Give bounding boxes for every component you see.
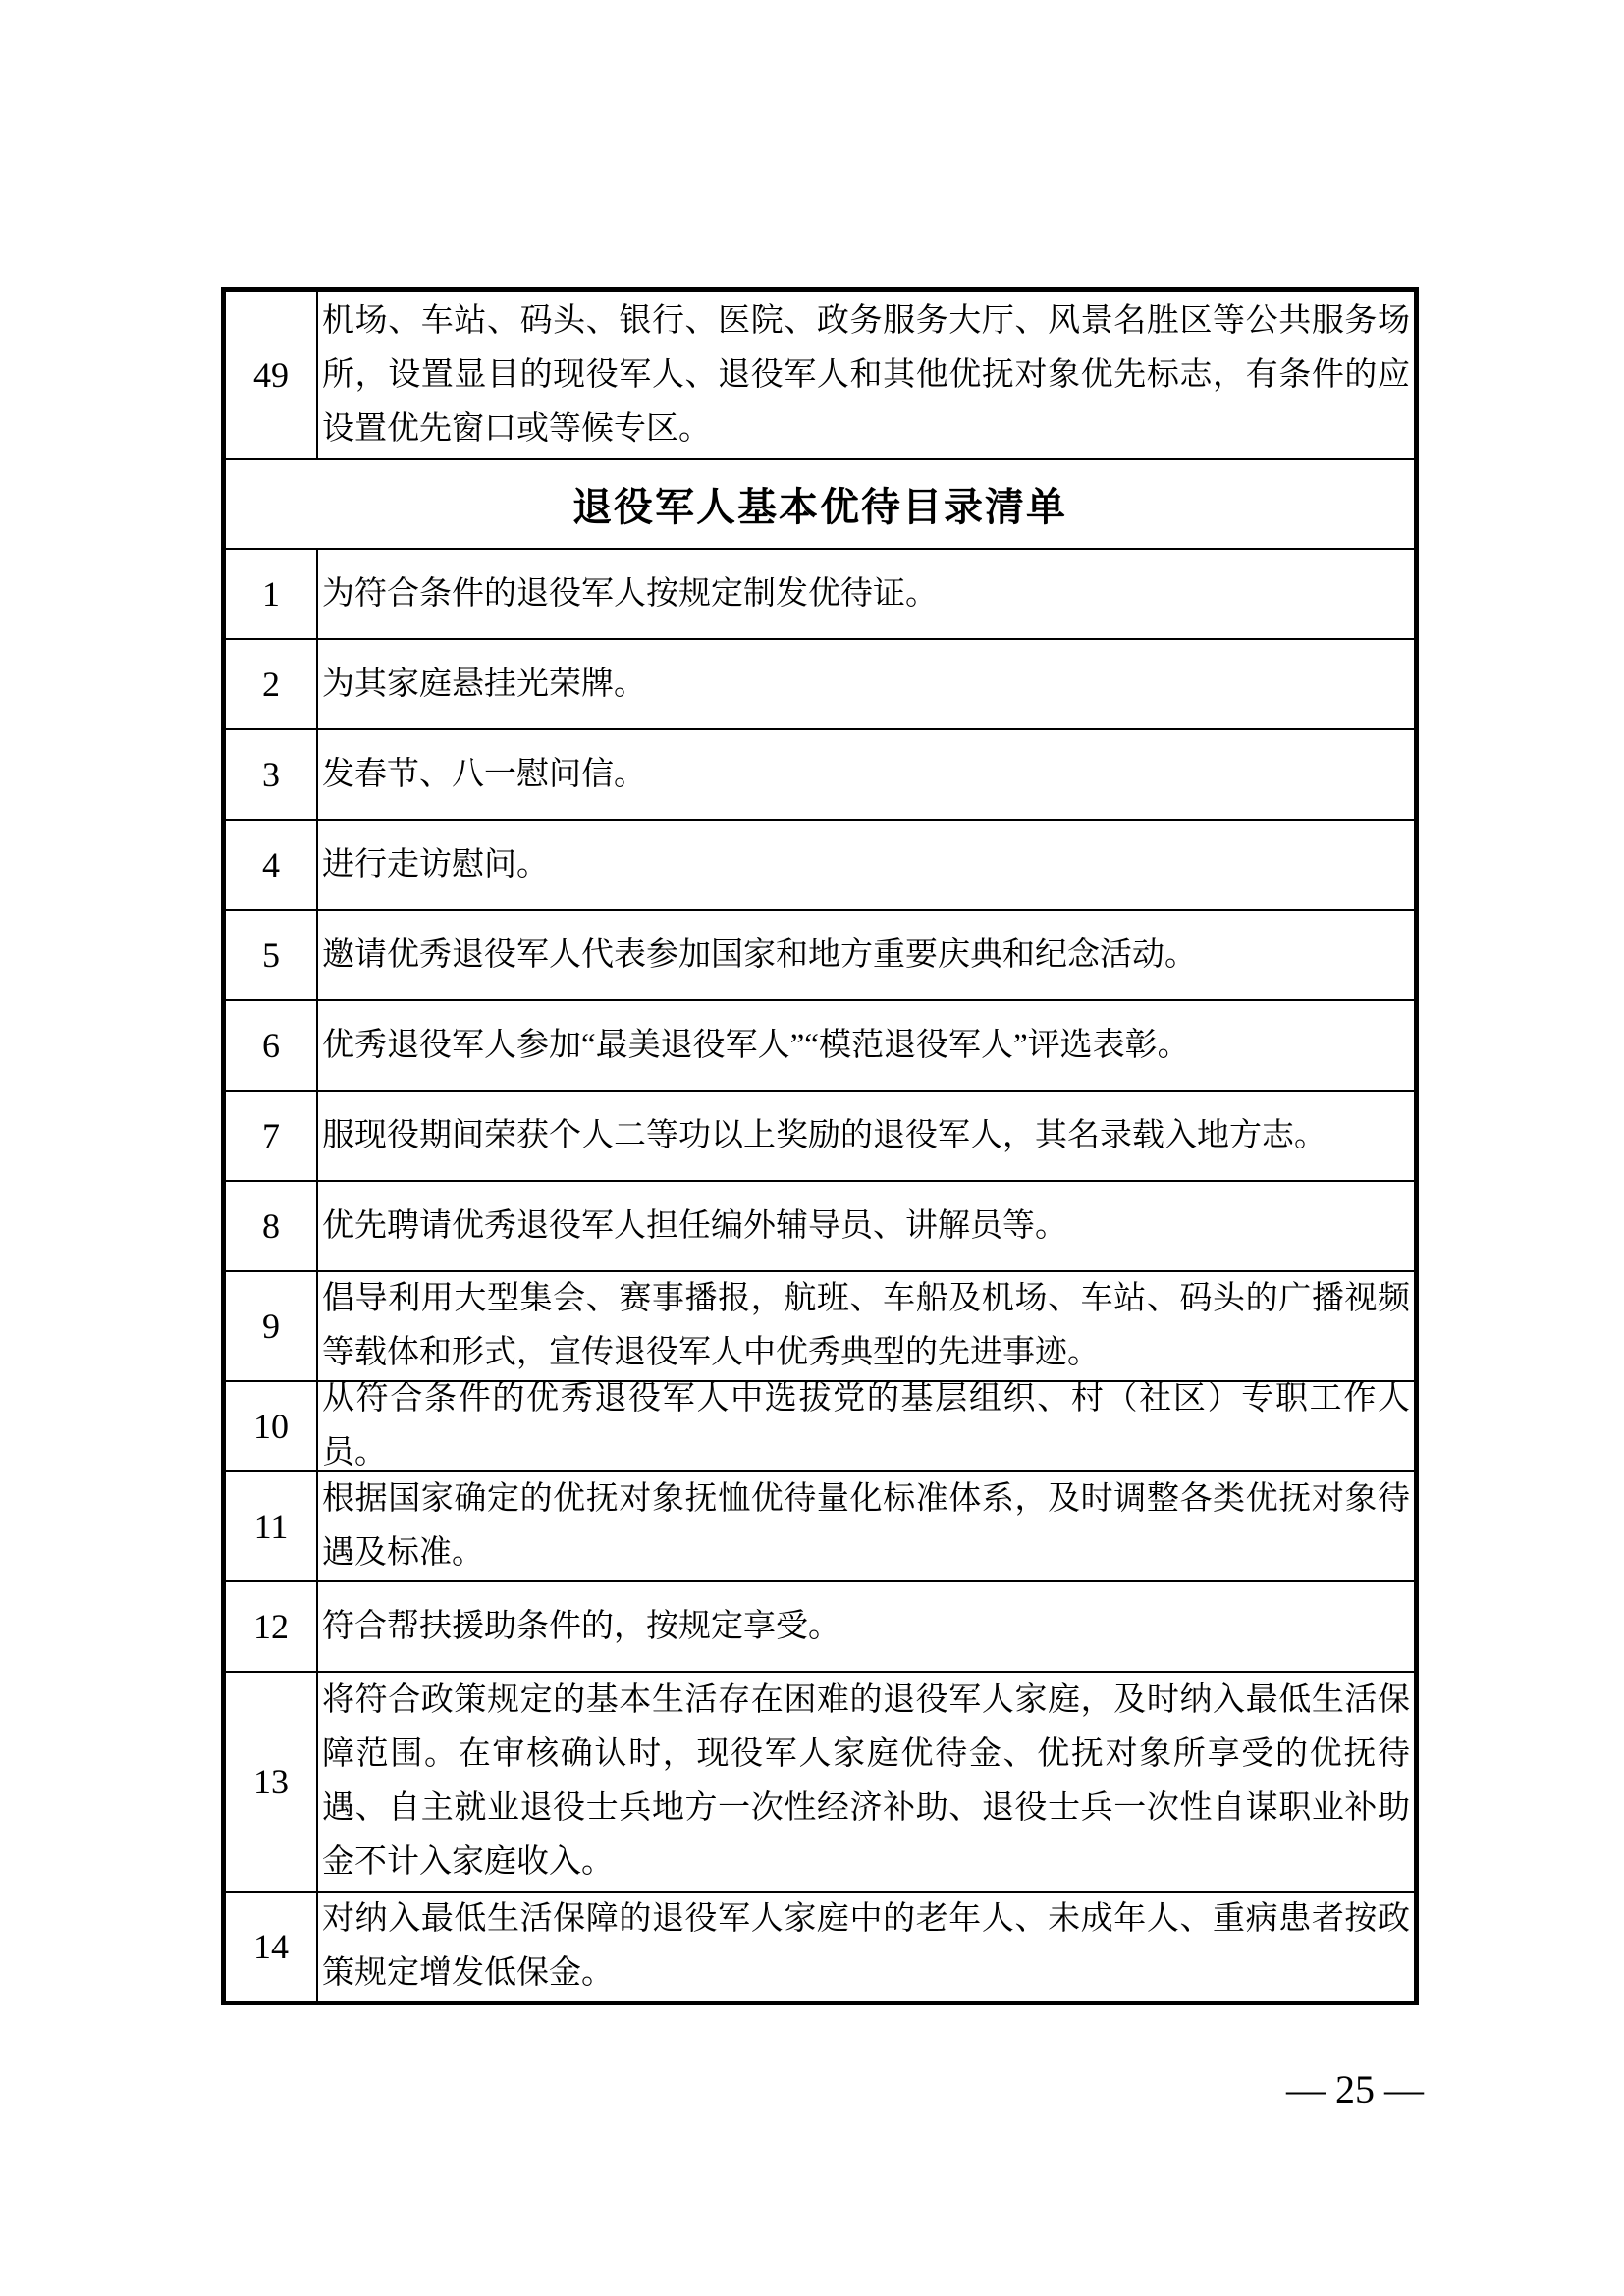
table-row <box>226 1891 1414 2001</box>
row-text: 发春节、八一慰问信。 <box>322 756 646 792</box>
row-content-cell <box>318 1182 1414 1270</box>
table-row <box>226 1180 1414 1270</box>
row-content-cell <box>318 911 1414 999</box>
row-content-cell <box>318 292 1414 458</box>
row-content-cell <box>318 821 1414 909</box>
table-row <box>226 548 1414 638</box>
row-text: 进行走访慰问。 <box>322 846 549 882</box>
row-number: 11 <box>226 1472 318 1580</box>
table-row <box>226 819 1414 909</box>
row-text: 根据国家确定的优抚对象抚恤优待量化标准体系，及时调整各类优抚对象待遇及标准。 <box>322 1481 1410 1571</box>
table-row <box>226 909 1414 999</box>
table-row <box>226 999 1414 1090</box>
row-number: 14 <box>226 1893 318 2001</box>
row-number: 7 <box>226 1092 318 1180</box>
row-content-cell <box>318 1272 1414 1380</box>
row-text: 倡导利用大型集会、赛事播报，航班、车船及机场、车站、码头的广播视频等载体和形式，宣传退役军人中优秀典型的先进事迹。 <box>322 1281 1410 1370</box>
row-number: 4 <box>226 821 318 909</box>
row-text: 为符合条件的退役军人按规定制发优待证。 <box>322 575 938 612</box>
row-content-cell <box>318 550 1414 638</box>
row-text: 对纳入最低生活保障的退役军人家庭中的老年人、未成年人、重病患者按政策规定增发低保金。 <box>322 1901 1410 1991</box>
row-number: 9 <box>226 1272 318 1380</box>
row-text: 将符合政策规定的基本生活存在困难的退役军人家庭，及时纳入最低生活保障范围。在审核确认时，现役军人家庭优待金、优抚对象所享受的优抚待遇、自主就业退役士兵地方一次性经济补助、退役士兵一次性自谋职业补助金不计入家庭收入。 <box>322 1682 1410 1880</box>
table-row <box>226 1580 1414 1671</box>
row-content-cell <box>318 1092 1414 1180</box>
row-text: 为其家庭悬挂光荣牌。 <box>322 666 646 702</box>
row-content-cell <box>318 1382 1414 1470</box>
row-number: 2 <box>226 640 318 728</box>
row-text: 符合帮扶援助条件的，按规定享受。 <box>322 1608 840 1644</box>
row-number: 10 <box>226 1382 318 1470</box>
row-content-cell <box>318 1472 1414 1580</box>
row-number: 8 <box>226 1182 318 1270</box>
table-row <box>226 1090 1414 1180</box>
row-number: 49 <box>226 292 318 458</box>
row-number: 12 <box>226 1582 318 1671</box>
table-row <box>226 1671 1414 1891</box>
row-text: 优先聘请优秀退役军人担任编外辅导员、讲解员等。 <box>322 1207 1067 1244</box>
table-row <box>226 1270 1414 1380</box>
section-title: 退役军人基本优待目录清单 <box>572 486 1067 529</box>
row-content-cell <box>318 1673 1414 1891</box>
table-row <box>226 292 1414 458</box>
row-content-cell <box>318 1582 1414 1671</box>
row-text: 从符合条件的优秀退役军人中选拔党的基层组织、村（社区）专职工作人员。 <box>322 1382 1410 1470</box>
row-number: 5 <box>226 911 318 999</box>
page-number: — 25 — <box>1286 2067 1424 2111</box>
row-content-cell <box>318 1001 1414 1090</box>
row-content-cell <box>318 1893 1414 2001</box>
benefits-table <box>221 287 1419 2005</box>
row-number: 13 <box>226 1673 318 1891</box>
row-text: 机场、车站、码头、银行、医院、政务服务大厅、风景名胜区等公共服务场所，设置显目的现役军人、退役军人和其他优抚对象优先标志，有条件的应设置优先窗口或等候专区。 <box>322 302 1410 447</box>
section-header-row <box>226 458 1414 548</box>
row-text: 服现役期间荣获个人二等功以上奖励的退役军人，其名录载入地方志。 <box>322 1117 1326 1153</box>
row-content-cell <box>318 730 1414 819</box>
row-text: 邀请优秀退役军人代表参加国家和地方重要庆典和纪念活动。 <box>322 936 1197 973</box>
table-row <box>226 638 1414 728</box>
table-row <box>226 1380 1414 1470</box>
row-number: 1 <box>226 550 318 638</box>
table-row <box>226 1470 1414 1580</box>
row-number: 3 <box>226 730 318 819</box>
table-row <box>226 728 1414 819</box>
row-number: 6 <box>226 1001 318 1090</box>
row-text: 优秀退役军人参加“最美退役军人”“模范退役军人”评选表彰。 <box>322 1027 1190 1063</box>
row-content-cell <box>318 640 1414 728</box>
